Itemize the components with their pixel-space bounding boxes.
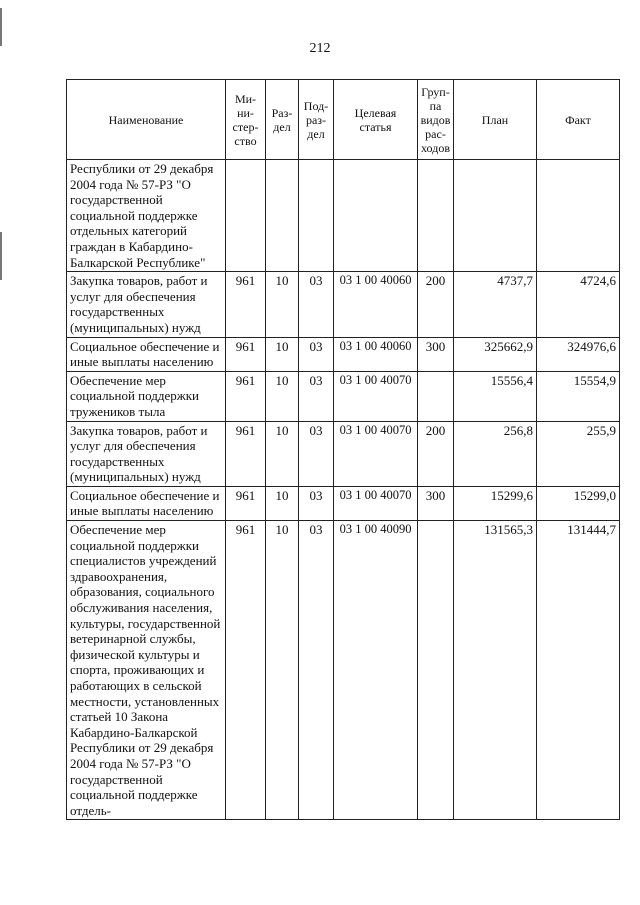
- row-fact: 15299,0: [537, 486, 620, 520]
- row-name: Республики от 29 декабря 2004 года № 57-РЗ "О государственной социальной поддержке отдельных категорий граждан в Кабардино-Балкарской Республике": [67, 160, 226, 272]
- table-row: [67, 337, 620, 371]
- row-subsection: 03: [299, 337, 334, 371]
- row-target: [334, 160, 418, 272]
- header-name: Наименование: [67, 80, 226, 160]
- row-plan: [454, 160, 537, 272]
- row-ministry: 961: [226, 521, 266, 820]
- row-subsection: 03: [299, 371, 334, 421]
- row-plan: 325662,9: [454, 337, 537, 371]
- header-subsection-label: Под- раз- дел: [303, 98, 329, 141]
- row-group: [418, 371, 454, 421]
- row-fact: 15554,9: [537, 371, 620, 421]
- row-subsection: [299, 160, 334, 272]
- row-plan: 15299,6: [454, 486, 537, 520]
- row-plan: 15556,4: [454, 371, 537, 421]
- row-subsection: 03: [299, 521, 334, 820]
- row-fact: 131444,7: [537, 521, 620, 820]
- row-ministry: 961: [226, 337, 266, 371]
- budget-table: [66, 79, 620, 820]
- header-section-label: Раз- дел: [271, 105, 293, 134]
- row-target: 03 1 00 40070: [334, 371, 418, 421]
- page-number: 212: [309, 41, 331, 56]
- row-subsection: 03: [299, 272, 334, 337]
- table-row: [67, 371, 620, 421]
- row-group: [418, 160, 454, 272]
- header-target-label: Целевая статья: [354, 105, 397, 134]
- row-target: 03 1 00 40070: [334, 486, 418, 520]
- table-body: [67, 160, 620, 820]
- row-plan: 4737,7: [454, 272, 537, 337]
- row-ministry: [226, 160, 266, 272]
- row-ministry: 961: [226, 272, 266, 337]
- row-section: 10: [266, 521, 299, 820]
- header-ministry-label: Ми- ни- стер- ство: [232, 91, 259, 148]
- row-section: 10: [266, 421, 299, 486]
- header-section: [266, 80, 299, 160]
- header-target: [334, 80, 418, 160]
- row-name: Обеспечение мер социальной поддержки тружеников тыла: [67, 371, 226, 421]
- header-subsection: [299, 80, 334, 160]
- header-group: [418, 80, 454, 160]
- row-target: 03 1 00 40090: [334, 521, 418, 820]
- row-section: 10: [266, 486, 299, 520]
- row-subsection: 03: [299, 421, 334, 486]
- header-fact: Факт: [537, 80, 620, 160]
- row-group: [418, 521, 454, 820]
- row-plan: 131565,3: [454, 521, 537, 820]
- row-plan: 256,8: [454, 421, 537, 486]
- row-section: 10: [266, 371, 299, 421]
- row-group: 200: [418, 272, 454, 337]
- row-target: 03 1 00 40060: [334, 272, 418, 337]
- row-group: 200: [418, 421, 454, 486]
- table-row: [67, 421, 620, 486]
- header-plan: План: [454, 80, 537, 160]
- header-group-label: Груп- па видов рас- ходов: [420, 84, 451, 155]
- row-target: 03 1 00 40060: [334, 337, 418, 371]
- row-ministry: 961: [226, 421, 266, 486]
- row-section: 10: [266, 272, 299, 337]
- row-fact: 255,9: [537, 421, 620, 486]
- row-section: 10: [266, 337, 299, 371]
- row-group: 300: [418, 337, 454, 371]
- row-name: Социальное обеспечение и иные выплаты населению: [67, 337, 226, 371]
- margin-mark-middle: [0, 232, 2, 280]
- row-group: 300: [418, 486, 454, 520]
- table-row: [67, 160, 620, 272]
- margin-mark-top: [0, 8, 2, 46]
- row-target: 03 1 00 40070: [334, 421, 418, 486]
- row-name: Закупка товаров, работ и услуг для обеспечения государственных (муниципальных) нужд: [67, 272, 226, 337]
- row-fact: 324976,6: [537, 337, 620, 371]
- row-name: Закупка товаров, работ и услуг для обеспечения государственных (муниципальных) нужд: [67, 421, 226, 486]
- row-ministry: 961: [226, 486, 266, 520]
- table-row: [67, 272, 620, 337]
- row-fact: [537, 160, 620, 272]
- row-name: Социальное обеспечение и иные выплаты населению: [67, 486, 226, 520]
- row-name: Обеспечение мер социальной поддержки специалистов учреждений здравоохранения, образования, социального обслуживания населения, культуры, государственной ветеринарной службы, физической культуры и спорта, проживающих и работающих в сельской местности, установленных статьей 10 Закона Кабардино-Балкарской Республики от 29 декабря 2004 года № 57-РЗ "О государственной социальной поддержке отдель-: [67, 521, 226, 820]
- row-fact: 4724,6: [537, 272, 620, 337]
- header-ministry: [226, 80, 266, 160]
- row-subsection: 03: [299, 486, 334, 520]
- table-row: [67, 486, 620, 520]
- row-ministry: 961: [226, 371, 266, 421]
- table-row: [67, 521, 620, 820]
- row-section: [266, 160, 299, 272]
